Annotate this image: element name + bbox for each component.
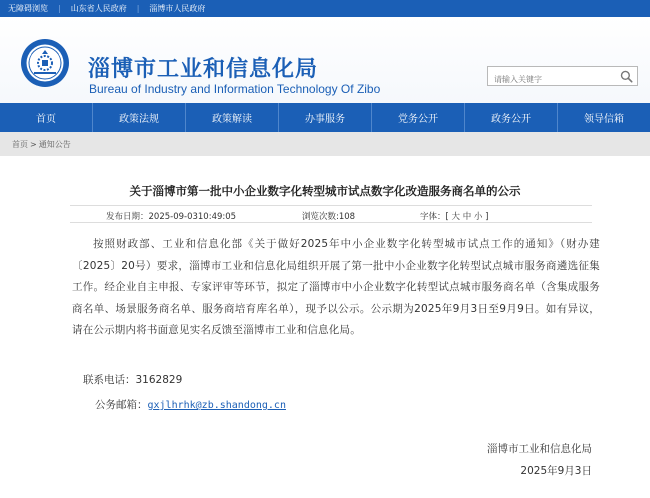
article-body	[72, 234, 600, 342]
nav-party-affairs[interactable]: 党务公开	[372, 103, 465, 132]
contact-phone: 联系电话：3162829	[83, 374, 183, 386]
separator: |	[58, 4, 61, 13]
article-meta-bar	[70, 205, 592, 223]
email-label: 公务邮箱：	[95, 399, 148, 411]
breadcrumb-current[interactable]: 通知公告	[38, 139, 71, 149]
site-header	[0, 17, 650, 103]
view-count: 浏览次数:108	[302, 212, 356, 222]
signature-date: 2025年9月3日	[520, 465, 592, 477]
publish-date: 发布日期：2025-09-0310:49:05	[106, 212, 237, 222]
search-input[interactable]	[488, 71, 613, 89]
bureau-emblem-logo	[20, 38, 70, 88]
email-link[interactable]: gxjlhrhk@zb.shandong.cn	[147, 400, 286, 411]
site-title-en: Bureau of Industry and Information Technology Of Zibo	[89, 82, 381, 96]
main-nav	[0, 103, 650, 132]
breadcrumb-home[interactable]: 首页	[12, 139, 28, 149]
contact-email-row	[95, 397, 286, 412]
search-icon[interactable]	[620, 70, 633, 83]
nav-leader-mailbox[interactable]: 领导信箱	[584, 114, 624, 125]
nav-government-affairs[interactable]: 政务公开	[465, 103, 558, 132]
top-link-bar	[0, 0, 650, 17]
zibo-gov-link[interactable]: 淄博市人民政府	[149, 4, 206, 13]
separator: |	[136, 4, 140, 13]
nav-home[interactable]: 首页	[0, 103, 93, 132]
breadcrumb-separator: >	[30, 139, 37, 149]
article-paragraph: 按照财政部、工业和信息化部《关于做好2025年中小企业数字化转型城市试点工作的通知》（财办建〔2025〕20号）要求，淄博市工业和信息化局组织开展了第一批中小企业数字化转型试点城市服务商遴选征集工作。经企业自主申报、专家评审等环节，拟定了淄博市中小企业数字化转型试点城市服务商名单（含集成服务商名单、场景服务商名单、服务商培育库名单），现予以公示。公示期为2025年9月3日至9月9日。如有异议，请在公示期内将书面意见实名反馈至淄博市工业和信息化局。	[72, 238, 600, 336]
nav-policy-interpretation[interactable]: 政策解读	[186, 103, 279, 132]
font-size-switcher[interactable]: 字体：[ 大 中 小 ]	[420, 212, 489, 222]
search-box	[487, 66, 638, 86]
nav-services[interactable]: 办事服务	[279, 103, 372, 132]
accessibility-link[interactable]: 无障碍浏览	[8, 4, 48, 13]
nav-policy-regulations[interactable]: 政策法规	[93, 103, 186, 132]
shandong-gov-link[interactable]: 山东省人民政府	[70, 4, 127, 13]
article-title: 关于淄博市第一批中小企业数字化转型城市试点数字化改造服务商名单的公示	[129, 184, 521, 198]
site-title-cn: 淄博市工业和信息化局	[88, 57, 319, 82]
breadcrumb	[0, 132, 650, 156]
signature-org: 淄博市工业和信息化局	[487, 443, 592, 455]
